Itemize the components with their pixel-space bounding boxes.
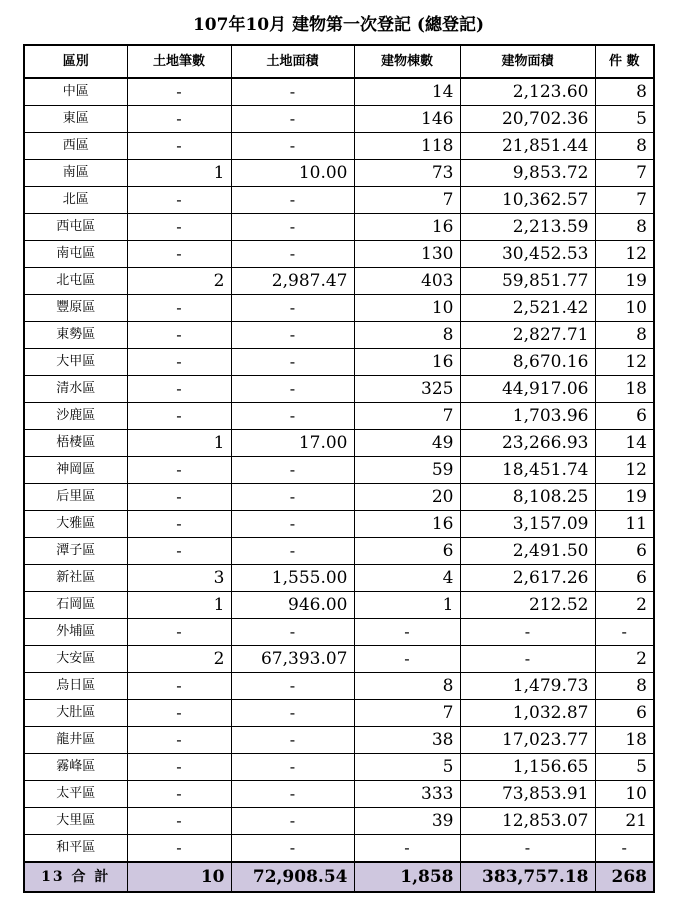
value-cell: 10.00 xyxy=(231,160,354,187)
value-cell: 1 xyxy=(127,160,231,187)
value-cell: - xyxy=(127,241,231,268)
value-cell: 2,987.47 xyxy=(231,268,354,295)
value-cell: - xyxy=(231,187,354,214)
value-cell: 2 xyxy=(595,646,654,673)
value-cell: 12 xyxy=(595,457,654,484)
value-cell: - xyxy=(127,403,231,430)
table-row xyxy=(24,187,654,214)
value-cell: - xyxy=(460,835,595,863)
table-row xyxy=(24,592,654,619)
table-row xyxy=(24,484,654,511)
district-cell: 大雅區 xyxy=(24,511,127,538)
value-cell: - xyxy=(127,754,231,781)
value-cell: 23,266.93 xyxy=(460,430,595,457)
value-cell: 7 xyxy=(595,187,654,214)
value-cell: - xyxy=(127,700,231,727)
table-row xyxy=(24,160,654,187)
value-cell: 21 xyxy=(595,808,654,835)
value-cell: - xyxy=(354,619,460,646)
value-cell: - xyxy=(231,700,354,727)
value-cell: - xyxy=(127,78,231,106)
table-row xyxy=(24,673,654,700)
value-cell: - xyxy=(231,673,354,700)
value-cell: - xyxy=(460,646,595,673)
value-cell: 20 xyxy=(354,484,460,511)
district-cell: 太平區 xyxy=(24,781,127,808)
value-cell: - xyxy=(127,214,231,241)
value-cell: 67,393.07 xyxy=(231,646,354,673)
column-header: 區別 xyxy=(24,45,127,78)
value-cell: 10 xyxy=(595,781,654,808)
value-cell: 118 xyxy=(354,133,460,160)
district-cell: 南區 xyxy=(24,160,127,187)
column-header: 建物面積 xyxy=(460,45,595,78)
value-cell: - xyxy=(231,214,354,241)
value-cell: 1 xyxy=(354,592,460,619)
value-cell: 3,157.09 xyxy=(460,511,595,538)
value-cell: - xyxy=(231,808,354,835)
district-cell: 外埔區 xyxy=(24,619,127,646)
value-cell: 59,851.77 xyxy=(460,268,595,295)
table-row xyxy=(24,646,654,673)
value-cell: - xyxy=(231,835,354,863)
value-cell: - xyxy=(127,187,231,214)
value-cell: 1 xyxy=(127,430,231,457)
value-cell: 39 xyxy=(354,808,460,835)
value-cell: 8 xyxy=(354,322,460,349)
value-cell: 7 xyxy=(595,160,654,187)
value-cell: 21,851.44 xyxy=(460,133,595,160)
value-cell: 7 xyxy=(354,700,460,727)
value-cell: 2,123.60 xyxy=(460,78,595,106)
value-cell: 14 xyxy=(595,430,654,457)
column-header: 建物棟數 xyxy=(354,45,460,78)
value-cell: - xyxy=(127,457,231,484)
table-row xyxy=(24,376,654,403)
table-row xyxy=(24,133,654,160)
district-cell: 潭子區 xyxy=(24,538,127,565)
value-cell: - xyxy=(231,322,354,349)
table-body xyxy=(24,78,654,862)
district-cell: 大里區 xyxy=(24,808,127,835)
value-cell: 73,853.91 xyxy=(460,781,595,808)
table-row xyxy=(24,565,654,592)
district-cell: 后里區 xyxy=(24,484,127,511)
district-cell: 南屯區 xyxy=(24,241,127,268)
value-cell: - xyxy=(354,835,460,863)
value-cell: 14 xyxy=(354,78,460,106)
value-cell: 16 xyxy=(354,511,460,538)
total-row xyxy=(24,862,654,892)
table-row xyxy=(24,214,654,241)
value-cell: - xyxy=(127,727,231,754)
value-cell: 18 xyxy=(595,376,654,403)
district-cell: 北區 xyxy=(24,187,127,214)
value-cell: 1 xyxy=(127,592,231,619)
total-cell: 383,757.18 xyxy=(460,862,595,892)
table-row xyxy=(24,430,654,457)
value-cell: 12 xyxy=(595,241,654,268)
value-cell: 325 xyxy=(354,376,460,403)
value-cell: 8 xyxy=(354,673,460,700)
value-cell: - xyxy=(231,106,354,133)
value-cell: 1,703.96 xyxy=(460,403,595,430)
value-cell: 10 xyxy=(354,295,460,322)
value-cell: 19 xyxy=(595,268,654,295)
value-cell: 130 xyxy=(354,241,460,268)
value-cell: 5 xyxy=(595,106,654,133)
value-cell: 19 xyxy=(595,484,654,511)
value-cell: 8 xyxy=(595,214,654,241)
value-cell: 9,853.72 xyxy=(460,160,595,187)
value-cell: 44,917.06 xyxy=(460,376,595,403)
value-cell: 59 xyxy=(354,457,460,484)
header-row xyxy=(24,45,654,78)
value-cell: 16 xyxy=(354,349,460,376)
table-row xyxy=(24,754,654,781)
value-cell: 30,452.53 xyxy=(460,241,595,268)
district-cell: 和平區 xyxy=(24,835,127,863)
value-cell: 333 xyxy=(354,781,460,808)
value-cell: - xyxy=(595,835,654,863)
total-cell: 268 xyxy=(595,862,654,892)
table-row xyxy=(24,349,654,376)
value-cell: - xyxy=(595,619,654,646)
value-cell: - xyxy=(231,133,354,160)
value-cell: - xyxy=(231,78,354,106)
value-cell: - xyxy=(231,457,354,484)
district-cell: 梧棲區 xyxy=(24,430,127,457)
value-cell: 8,670.16 xyxy=(460,349,595,376)
value-cell: 5 xyxy=(595,754,654,781)
district-cell: 北屯區 xyxy=(24,268,127,295)
value-cell: 2,827.71 xyxy=(460,322,595,349)
value-cell: 946.00 xyxy=(231,592,354,619)
table-row xyxy=(24,511,654,538)
value-cell: - xyxy=(127,295,231,322)
table-row xyxy=(24,808,654,835)
district-cell: 龍井區 xyxy=(24,727,127,754)
value-cell: - xyxy=(231,376,354,403)
value-cell: - xyxy=(460,619,595,646)
value-cell: 2,491.50 xyxy=(460,538,595,565)
value-cell: 1,156.65 xyxy=(460,754,595,781)
value-cell: 6 xyxy=(354,538,460,565)
value-cell: 17.00 xyxy=(231,430,354,457)
total-cell: 72,908.54 xyxy=(231,862,354,892)
value-cell: 18,451.74 xyxy=(460,457,595,484)
district-cell: 西屯區 xyxy=(24,214,127,241)
district-cell: 清水區 xyxy=(24,376,127,403)
value-cell: 17,023.77 xyxy=(460,727,595,754)
value-cell: - xyxy=(231,727,354,754)
value-cell: 7 xyxy=(354,187,460,214)
value-cell: 12,853.07 xyxy=(460,808,595,835)
value-cell: 2 xyxy=(127,268,231,295)
value-cell: 3 xyxy=(127,565,231,592)
value-cell: - xyxy=(231,754,354,781)
value-cell: - xyxy=(231,241,354,268)
value-cell: - xyxy=(127,511,231,538)
value-cell: 2 xyxy=(595,592,654,619)
value-cell: 2,617.26 xyxy=(460,565,595,592)
table-row xyxy=(24,241,654,268)
table-row xyxy=(24,322,654,349)
value-cell: 2,521.42 xyxy=(460,295,595,322)
value-cell: - xyxy=(127,781,231,808)
table-row xyxy=(24,403,654,430)
table-row xyxy=(24,268,654,295)
district-cell: 霧峰區 xyxy=(24,754,127,781)
value-cell: 8,108.25 xyxy=(460,484,595,511)
table-row xyxy=(24,781,654,808)
district-cell: 新社區 xyxy=(24,565,127,592)
value-cell: 12 xyxy=(595,349,654,376)
page-title: 107年10月 建物第一次登記 (總登記) xyxy=(192,15,485,35)
value-cell: - xyxy=(231,781,354,808)
value-cell: - xyxy=(127,835,231,863)
value-cell: - xyxy=(127,133,231,160)
value-cell: 1,479.73 xyxy=(460,673,595,700)
value-cell: - xyxy=(231,349,354,376)
value-cell: - xyxy=(127,322,231,349)
district-cell: 東勢區 xyxy=(24,322,127,349)
value-cell: - xyxy=(231,538,354,565)
column-header: 土地筆數 xyxy=(127,45,231,78)
registration-table xyxy=(23,44,655,893)
district-cell: 西區 xyxy=(24,133,127,160)
total-cell: 1,858 xyxy=(354,862,460,892)
value-cell: 18 xyxy=(595,727,654,754)
value-cell: - xyxy=(231,619,354,646)
value-cell: 403 xyxy=(354,268,460,295)
value-cell: 6 xyxy=(595,403,654,430)
value-cell: - xyxy=(127,349,231,376)
value-cell: 8 xyxy=(595,133,654,160)
district-cell: 石岡區 xyxy=(24,592,127,619)
value-cell: 6 xyxy=(595,565,654,592)
value-cell: - xyxy=(127,376,231,403)
table-row xyxy=(24,835,654,863)
district-cell: 烏日區 xyxy=(24,673,127,700)
district-cell: 大甲區 xyxy=(24,349,127,376)
column-header: 件 數 xyxy=(595,45,654,78)
value-cell: 212.52 xyxy=(460,592,595,619)
value-cell: 6 xyxy=(595,700,654,727)
table-row xyxy=(24,700,654,727)
value-cell: - xyxy=(127,484,231,511)
value-cell: - xyxy=(231,295,354,322)
value-cell: 8 xyxy=(595,673,654,700)
table-row xyxy=(24,727,654,754)
value-cell: - xyxy=(127,106,231,133)
value-cell: 5 xyxy=(354,754,460,781)
value-cell: - xyxy=(231,403,354,430)
value-cell: 10 xyxy=(595,295,654,322)
table-row xyxy=(24,619,654,646)
district-cell: 豐原區 xyxy=(24,295,127,322)
table-row xyxy=(24,457,654,484)
value-cell: 2 xyxy=(127,646,231,673)
value-cell: 1,555.00 xyxy=(231,565,354,592)
value-cell: 6 xyxy=(595,538,654,565)
value-cell: - xyxy=(127,538,231,565)
value-cell: 49 xyxy=(354,430,460,457)
district-cell: 東區 xyxy=(24,106,127,133)
value-cell: 2,213.59 xyxy=(460,214,595,241)
table-row xyxy=(24,106,654,133)
value-cell: - xyxy=(127,673,231,700)
value-cell: 1,032.87 xyxy=(460,700,595,727)
value-cell: 16 xyxy=(354,214,460,241)
value-cell: 20,702.36 xyxy=(460,106,595,133)
district-cell: 沙鹿區 xyxy=(24,403,127,430)
value-cell: 11 xyxy=(595,511,654,538)
value-cell: 8 xyxy=(595,322,654,349)
table-row xyxy=(24,538,654,565)
district-cell: 神岡區 xyxy=(24,457,127,484)
value-cell: - xyxy=(231,484,354,511)
value-cell: - xyxy=(127,808,231,835)
value-cell: - xyxy=(354,646,460,673)
value-cell: 10,362.57 xyxy=(460,187,595,214)
value-cell: 73 xyxy=(354,160,460,187)
value-cell: 38 xyxy=(354,727,460,754)
value-cell: - xyxy=(231,511,354,538)
district-cell: 大安區 xyxy=(24,646,127,673)
district-cell: 大肚區 xyxy=(24,700,127,727)
column-header: 土地面積 xyxy=(231,45,354,78)
value-cell: 7 xyxy=(354,403,460,430)
district-cell: 中區 xyxy=(24,78,127,106)
total-label: 13 合 計 xyxy=(24,862,127,892)
value-cell: 4 xyxy=(354,565,460,592)
value-cell: - xyxy=(127,619,231,646)
value-cell: 8 xyxy=(595,78,654,106)
value-cell: 146 xyxy=(354,106,460,133)
table-row xyxy=(24,78,654,106)
table-row xyxy=(24,295,654,322)
total-cell: 10 xyxy=(127,862,231,892)
